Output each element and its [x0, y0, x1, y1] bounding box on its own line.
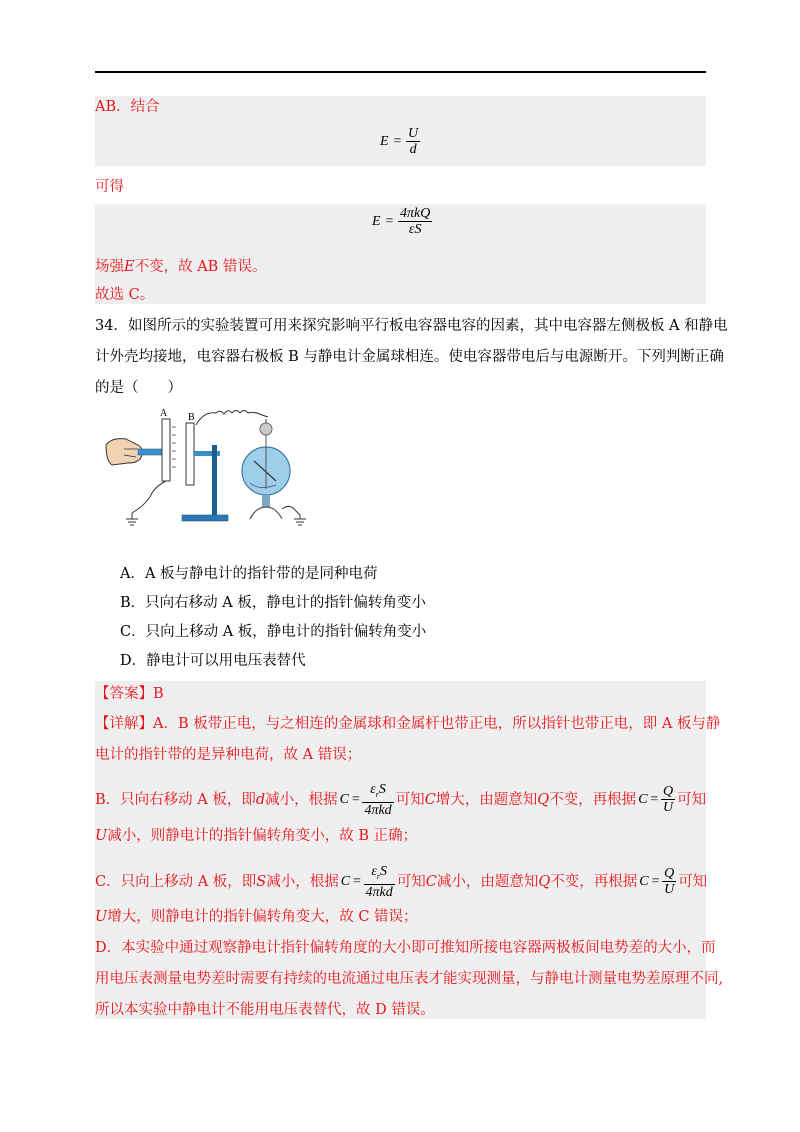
question-line-1: 34．如图所示的实验装置可用来探究影响平行板电容器电容的因素，其中电容器左侧极板 A 和静电 — [95, 318, 728, 334]
option-d: D．静电计可以用电压表替代 — [120, 653, 306, 669]
detail-b-line-2: U减小，则静电计的指针偏转角变小，故 B 正确； — [95, 828, 418, 844]
conclusion-text: 场强E不变，故 AB 错误。 — [95, 259, 267, 275]
label-b: B — [188, 412, 195, 423]
header-rule — [95, 71, 706, 73]
option-b: B．只向右移动 A 板，静电计的指针偏转角变小 — [120, 595, 426, 611]
capacitance-formula: C = $\frac{\varepsilon_rS}{\text{4πkd}}$ — [340, 864, 393, 900]
c-q-u-formula: C = $\frac{Q}{U}$ — [639, 866, 675, 898]
formula-lhs: E — [380, 133, 389, 149]
formula-e-4pikq: E = $\frac{\text{4πkQ}}{\varepsilon S}$ — [372, 206, 431, 237]
formula-den: εS — [398, 221, 432, 237]
label-a: A — [160, 408, 168, 419]
detail-label: 【详解】 — [95, 716, 153, 732]
detail-c-line-2: U增大，则静电计的指针偏转角变大，故 C 错误； — [95, 909, 418, 925]
formula-num: U — [408, 126, 419, 141]
question-line-3: 的是（ ） — [95, 380, 182, 396]
detail-b-line-1: B．只向右移动 A 板，即d减小，根据 C = $\frac{\varepsilon_rS}{\text{4πkd}}$ 可知C增大，由题意知Q不变，再根据 C = $\frac{Q}{U}$ 可知 — [95, 782, 707, 818]
detail-line-1: 【详解】A．B 板带正电，与之相连的金属球和金属杆也带正电，所以指针也带正电，即 A 板与静 — [95, 716, 721, 732]
detail-line-2: 电计的指针带的是异种电荷，故 A 错误； — [95, 747, 362, 763]
option-a: A．A 板与静电计的指针带的是同种电荷 — [120, 566, 378, 582]
ab-intro: AB．结合 — [95, 99, 160, 115]
formula-num: 4πkQ — [400, 206, 431, 221]
detail-d-line-1: D．本实验中通过观察静电计指针偏转角度的大小即可推知所接电容器两极板间电势差的大小，而 — [95, 940, 716, 956]
formula-den: d — [406, 141, 420, 157]
capacitance-formula: C = $\frac{\varepsilon_rS}{\text{4πkd}}$ — [339, 782, 392, 818]
answer-label: 【答案】B — [95, 686, 164, 702]
question-line-2: 计外壳均接地，电容器右极板 B 与静电计金属球相连。使电容器带电后与电源断开。下列判断正确 — [95, 349, 724, 365]
detail-c-line-1: C．只向上移动 A 板，即S减小，根据 C = $\frac{\varepsilon_rS}{\text{4πkd}}$ 可知C减小，由题意知Q不变，再根据 C = $\frac{Q}{U}$ 可知 — [95, 864, 708, 900]
formula-lhs: E — [372, 213, 381, 229]
option-c: C．只向上移动 A 板，静电计的指针偏转角变小 — [120, 624, 427, 640]
detail-d-line-2: 用电压表测量电势差时需要有持续的电流通过电压表才能实现测量，与静电计测量电势差原理不同, — [95, 971, 724, 987]
formula-e-u-d: E = $\frac{U}{d}$ — [380, 126, 419, 157]
detail-d-line-3: 所以本实验中静电计不能用电压表替代，故 D 错误。 — [95, 1002, 435, 1018]
capacitor-electroscope-figure — [104, 405, 324, 530]
obtain-text: 可得 — [95, 179, 124, 195]
choose-text: 故选 C。 — [95, 287, 155, 303]
c-q-u-formula: C = $\frac{Q}{U}$ — [638, 784, 674, 816]
